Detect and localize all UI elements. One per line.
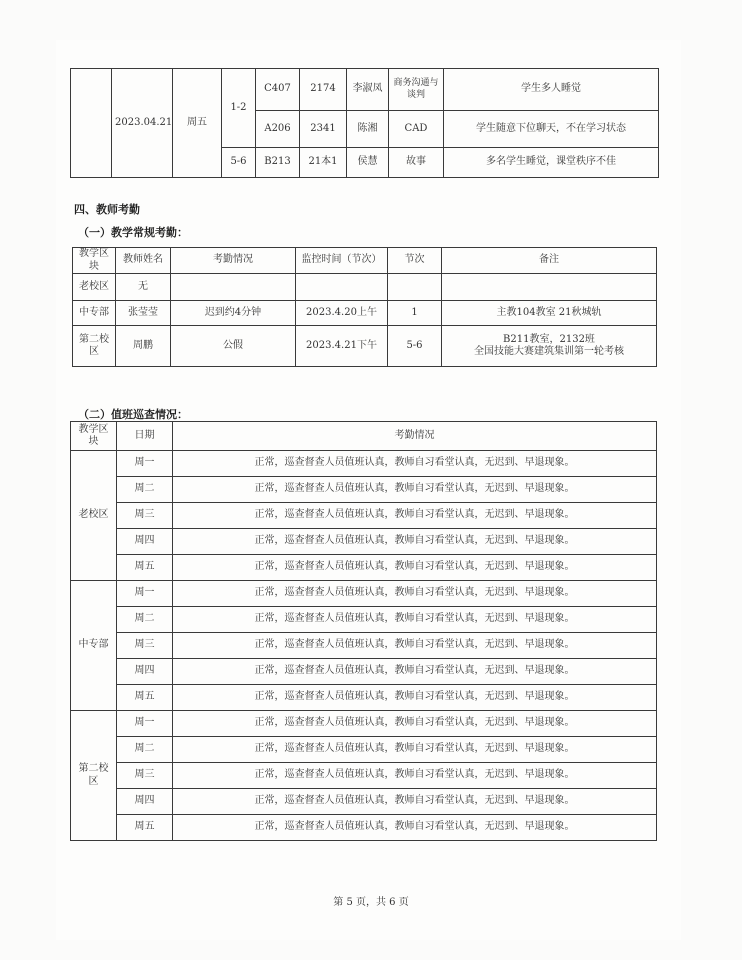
header-time: 监控时间（节次）	[296, 248, 388, 274]
status-cell: 正常，巡查督查人员值班认真，教师自习看堂认真，无迟到、早退现象。	[173, 607, 657, 633]
day-cell: 周五	[117, 815, 173, 841]
period-cell: 1	[388, 301, 442, 326]
note-cell	[442, 301, 657, 326]
status-cell: 正常，巡查督查人员值班认真，教师自习看堂认真，无迟到、早退现象。	[173, 451, 657, 477]
teacher-cell: 陈湘	[347, 111, 389, 148]
status-cell	[171, 274, 296, 301]
day-cell: 周五	[117, 685, 173, 711]
table-row	[71, 659, 657, 685]
day-cell: 周一	[117, 581, 173, 607]
header-period: 节次	[388, 248, 442, 274]
issue-cell: 学生随意下位聊天，不在学习状态	[444, 111, 659, 148]
day-cell: 周三	[117, 763, 173, 789]
room-cell: B213	[256, 148, 300, 178]
table-row	[71, 815, 657, 841]
status-cell: 正常，巡查督查人员值班认真，教师自习看堂认真，无迟到、早退现象。	[173, 685, 657, 711]
status-cell: 正常，巡查督查人员值班认真，教师自习看堂认真，无迟到、早退现象。	[173, 763, 657, 789]
header-date: 日期	[117, 422, 173, 451]
day-cell: 周三	[117, 633, 173, 659]
table-row	[71, 789, 657, 815]
table-row	[71, 737, 657, 763]
day-cell: 周三	[117, 503, 173, 529]
classroom-inspection-table	[70, 68, 659, 178]
status-cell: 正常，巡查督查人员值班认真，教师自习看堂认真，无迟到、早退现象。	[173, 633, 657, 659]
day-cell: 周一	[117, 711, 173, 737]
issue-cell: 学生多人睡觉	[444, 69, 659, 111]
table-row	[71, 555, 657, 581]
period-cell: 5-6	[222, 148, 256, 178]
day-cell: 周四	[117, 529, 173, 555]
day-cell: 周四	[117, 789, 173, 815]
teacher-cell: 侯慧	[347, 148, 389, 178]
status-cell: 正常，巡查督查人员值班认真，教师自习看堂认真，无迟到、早退现象。	[173, 503, 657, 529]
status-cell: 正常，巡查督查人员值班认真，教师自习看堂认真，无迟到、早退现象。	[173, 815, 657, 841]
table-row	[73, 274, 657, 301]
class-cell: 21本1	[300, 148, 347, 178]
inspection-weekday: 周五	[173, 69, 222, 178]
table-row	[71, 685, 657, 711]
teacher-cell: 张莹莹	[116, 301, 171, 326]
table-row	[71, 763, 657, 789]
table-row	[73, 326, 657, 367]
note-line-1: 主教104教室 21秋城轨	[496, 306, 602, 318]
header-status: 考勤情况	[173, 422, 657, 451]
status-cell: 正常，巡查督查人员值班认真，教师自习看堂认真，无迟到、早退现象。	[173, 711, 657, 737]
table-row	[71, 451, 657, 477]
campus-cell: 老校区	[71, 451, 117, 581]
campus-cell: 老校区	[73, 274, 116, 301]
status-cell: 公假	[171, 326, 296, 367]
issue-cell: 多名学生睡觉，课堂秩序不佳	[444, 148, 659, 178]
status-cell: 迟到约4分钟	[171, 301, 296, 326]
class-cell: 2341	[300, 111, 347, 148]
duty-patrol-table	[70, 421, 657, 841]
status-cell: 正常，巡查督查人员值班认真，教师自习看堂认真，无迟到、早退现象。	[173, 737, 657, 763]
table-row	[71, 529, 657, 555]
day-cell: 周二	[117, 607, 173, 633]
campus-cell: 第二校区	[73, 326, 116, 367]
campus-cell: 中专部	[71, 581, 117, 711]
subsection-title-duty: （二）值班巡查情况：	[78, 408, 188, 421]
table-row	[71, 477, 657, 503]
teacher-cell: 李淑凤	[347, 69, 389, 111]
teacher-attendance-table	[72, 247, 657, 367]
period-cell: 1-2	[222, 69, 256, 148]
table-row	[71, 711, 657, 737]
inspection-date: 2023.04.21	[112, 69, 173, 178]
day-cell: 周五	[117, 555, 173, 581]
day-cell: 周一	[117, 451, 173, 477]
course-cell: CAD	[389, 111, 444, 148]
status-cell: 正常，巡查督查人员值班认真，教师自习看堂认真，无迟到、早退现象。	[173, 529, 657, 555]
header-status: 考勤情况	[171, 248, 296, 274]
table-row	[71, 633, 657, 659]
table-row	[71, 581, 657, 607]
time-cell: 2023.4.20上午	[296, 301, 388, 326]
campus-cell: 第二校区	[71, 711, 117, 841]
section-title: 四、教师考勤	[74, 203, 140, 216]
table-row	[73, 301, 657, 326]
subsection-title-attendance: （一）教学常规考勤：	[78, 226, 188, 239]
campus-cell: 中专部	[73, 301, 116, 326]
period-cell	[388, 274, 442, 301]
note-line-2: 全国技能大赛建筑集训第一轮考核	[474, 346, 624, 357]
room-cell: A206	[256, 111, 300, 148]
status-cell: 正常，巡查督查人员值班认真，教师自习看堂认真，无迟到、早退现象。	[173, 555, 657, 581]
blank-left-cell	[71, 69, 112, 178]
day-cell: 周二	[117, 477, 173, 503]
status-cell: 正常，巡查督查人员值班认真，教师自习看堂认真，无迟到、早退现象。	[173, 581, 657, 607]
period-cell: 5-6	[388, 326, 442, 367]
course-cell: 商务沟通与谈判	[389, 69, 444, 111]
day-cell: 周二	[117, 737, 173, 763]
day-cell: 周四	[117, 659, 173, 685]
teacher-cell: 周鹏	[116, 326, 171, 367]
status-cell: 正常，巡查督查人员值班认真，教师自习看堂认真，无迟到、早退现象。	[173, 789, 657, 815]
header-teacher: 教师姓名	[116, 248, 171, 274]
table-row	[71, 503, 657, 529]
header-note: 备注	[442, 248, 657, 274]
time-cell: 2023.4.21下午	[296, 326, 388, 367]
page-number: 第 5 页，共 6 页	[333, 897, 409, 908]
note-line-1: B211教室，2132班	[503, 333, 595, 345]
header-campus: 教学区块	[71, 422, 117, 451]
class-cell: 2174	[300, 69, 347, 111]
room-cell: C407	[256, 69, 300, 111]
time-cell	[296, 274, 388, 301]
table-row	[71, 607, 657, 633]
course-cell: 故事	[389, 148, 444, 178]
note-cell	[442, 326, 657, 367]
header-campus: 教学区块	[73, 248, 116, 274]
status-cell: 正常，巡查督查人员值班认真，教师自习看堂认真，无迟到、早退现象。	[173, 477, 657, 503]
note-cell	[442, 274, 657, 301]
status-cell: 正常，巡查督查人员值班认真，教师自习看堂认真，无迟到、早退现象。	[173, 659, 657, 685]
teacher-cell: 无	[116, 274, 171, 301]
